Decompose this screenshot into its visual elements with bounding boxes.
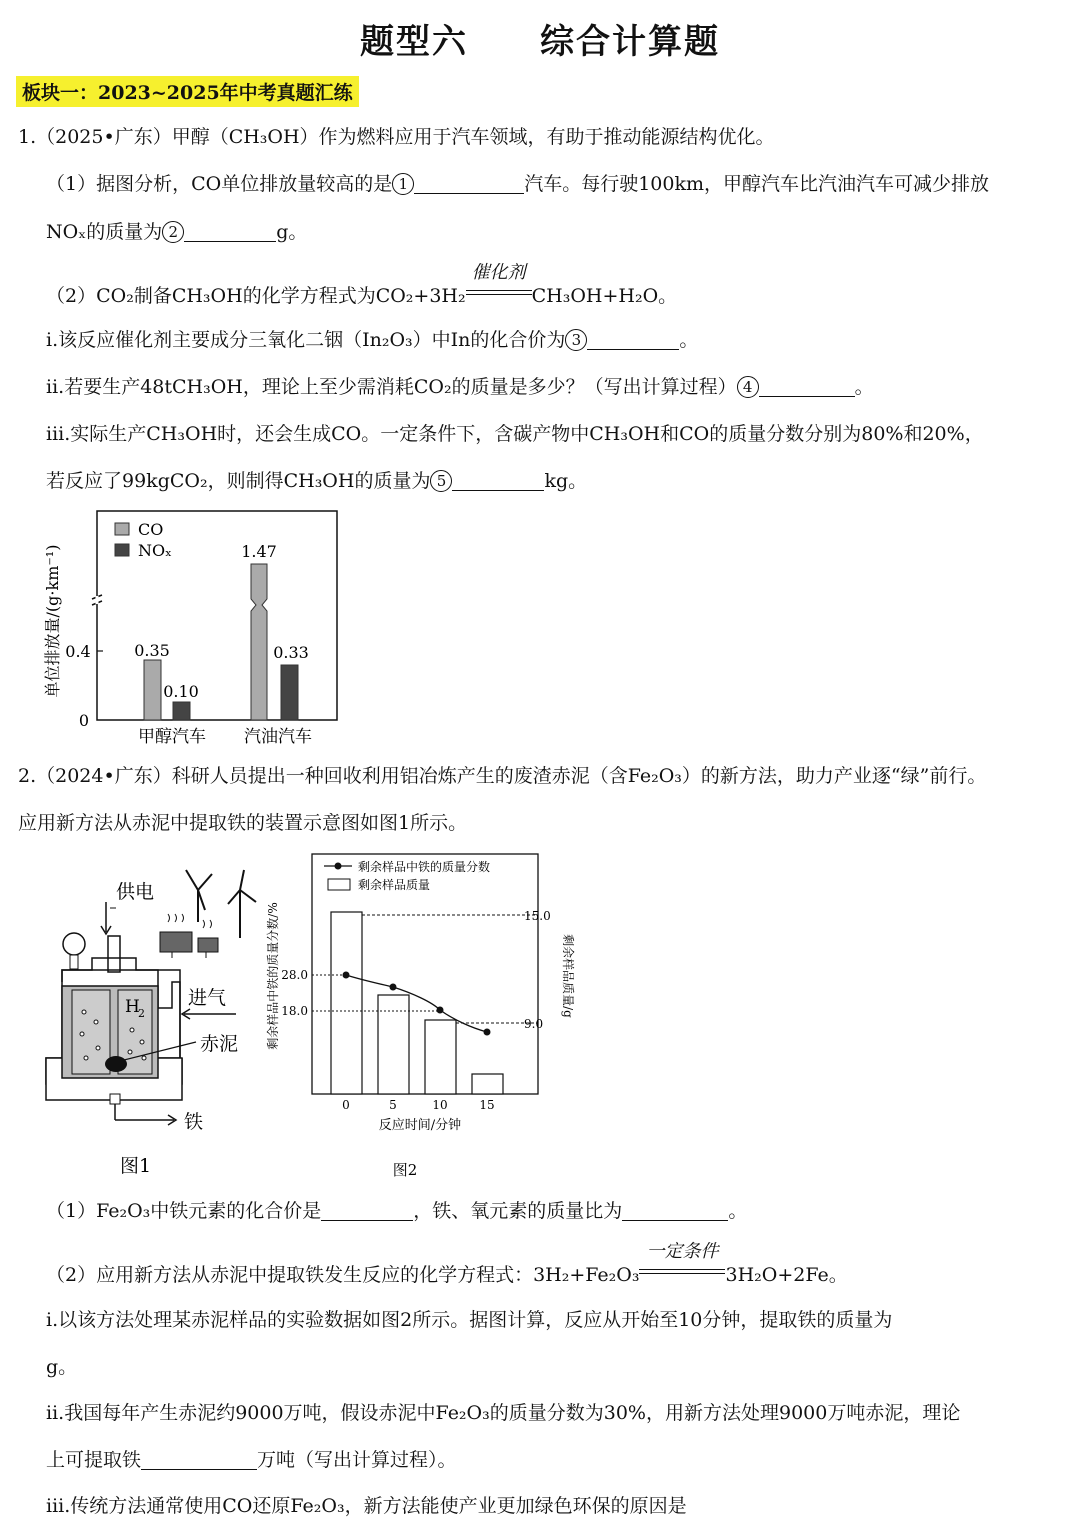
bar-t10 xyxy=(425,1020,456,1094)
q2-part1 xyxy=(46,1198,747,1224)
q1-sub-i-end: 。 xyxy=(679,329,699,351)
q1-part2-text-b: CH₃OH+H₂O。 xyxy=(531,285,678,307)
q1-sub-iii-line2 xyxy=(46,468,587,494)
legend-swatch-sample-mass xyxy=(328,879,350,890)
q1-sub-i-text: ⅰ.该反应催化剂主要成分三氧化二铟（In₂O₃）中In的化合价为 xyxy=(46,329,566,351)
x-tick-15: 15 xyxy=(479,1098,495,1112)
reaction-condition-2 xyxy=(639,1241,725,1283)
answer-blank-1[interactable] xyxy=(414,173,524,194)
iron-label: 铁 xyxy=(184,1111,204,1133)
q2-part1-text-a: （1）Fe₂O₃中铁元素的化合价是 xyxy=(46,1200,322,1222)
q1-sub-iii-end: kg。 xyxy=(544,470,588,492)
q2-sub-ii-text-b: 万吨（写出计算过程）。 xyxy=(257,1449,457,1471)
page-title: 题型六 综合计算题 xyxy=(360,22,720,62)
legend-label-iron-fraction: 剩余样品中铁的质量分数 xyxy=(358,860,491,874)
q1-part2-text-a: （2）CO₂制备CH₃OH的化学方程式为CO₂+3H₂ xyxy=(46,285,466,307)
x-tick-0: 0 xyxy=(342,1098,350,1112)
chart2-ylabel-left: 剩余样品中铁的质量分数/% xyxy=(266,902,280,1050)
iron-fraction-line xyxy=(346,975,487,1032)
q2-answer-blank-valence[interactable] xyxy=(321,1200,413,1221)
data-label-gasoline-nox: 0.33 xyxy=(273,643,309,662)
bar-methanol-co xyxy=(144,660,161,720)
q1-part1-line2 xyxy=(46,219,307,245)
q1-sub-i xyxy=(46,327,698,353)
answer-blank-3[interactable] xyxy=(587,329,679,350)
q2-sub-i-line1: ⅰ.以该方法处理某赤泥样品的实验数据如图2所示。据图计算，反应从开始至10分钟，提取铁的质量为 xyxy=(46,1309,893,1331)
category-methanol-car: 甲醇汽车 xyxy=(138,727,206,747)
bar-gasoline-co xyxy=(251,564,267,720)
q2-answer-blank-mass-ratio[interactable] xyxy=(622,1200,728,1221)
solar-panel-icon xyxy=(160,914,218,958)
q1-part1-line1 xyxy=(46,171,989,197)
bar-methanol-nox xyxy=(173,702,190,720)
q2-sub-ii-line1: ⅱ.我国每年产生赤泥约9000万吨，假设赤泥中Fe₂O₃的质量分数为30%，用新方法处理9000万吨赤泥，理论 xyxy=(46,1402,961,1424)
answer-marker-4: 4 xyxy=(737,376,759,398)
electrode xyxy=(108,936,120,972)
q1-sub-iii-line1: ⅲ.实际生产CH₃OH时，还会生成CO。一定条件下，含碳产物中CH₃OH和CO的质量分数分别为80%和20%， xyxy=(46,423,984,445)
emission-bar-chart xyxy=(40,505,350,750)
answer-blank-2[interactable] xyxy=(184,221,276,242)
answer-blank-5[interactable] xyxy=(452,470,544,491)
q1-sub-ii xyxy=(46,374,874,400)
bar-t0 xyxy=(331,912,362,1094)
bar-t5 xyxy=(378,995,409,1094)
chart2-xlabel: 反应时间/分钟 xyxy=(378,1118,462,1133)
q1-sub-iii-text: 若反应了99kgCO₂，则制得CH₃OH的质量为 xyxy=(46,470,431,492)
q1-part2-equation xyxy=(46,262,678,309)
legend-marker-iron-fraction xyxy=(335,863,342,870)
legend-swatch-nox xyxy=(115,544,129,556)
section-heading: 板块一：2023~2025年中考真题汇练 xyxy=(16,76,359,107)
chart2-ylabel-right: 剩余样品质量/g xyxy=(561,934,575,1018)
answer-marker-3: 3 xyxy=(565,329,587,351)
answer-blank-4[interactable] xyxy=(759,376,855,397)
q1-part1-text-a: （1）据图分析，CO单位排放量较高的是 xyxy=(46,173,393,195)
q2-part1-text-b: ，铁、氧元素的质量比为 xyxy=(413,1200,623,1222)
figure1-caption: 图1 xyxy=(120,1155,152,1177)
h2-label: H xyxy=(125,997,140,1017)
q1-part1-text-d: g。 xyxy=(276,221,308,243)
chart1-frame xyxy=(97,511,337,720)
condition-label: 一定条件 xyxy=(646,1241,719,1262)
wind-turbine-icon xyxy=(186,870,256,938)
left-tick-18: 18.0 xyxy=(281,1004,308,1018)
q1-part1-text-c: NOₓ的质量为 xyxy=(46,221,163,243)
x-tick-5: 5 xyxy=(389,1098,397,1112)
power-supply-label: 供电 xyxy=(116,881,155,903)
q2-part1-text-c: 。 xyxy=(728,1200,748,1222)
q2-part2-equation xyxy=(46,1241,848,1288)
bar-t15 xyxy=(472,1074,503,1094)
x-tick-10: 10 xyxy=(432,1098,448,1112)
q2-answer-blank-iron-mass[interactable] xyxy=(141,1449,257,1470)
gas-inlet-label: 进气 xyxy=(188,987,227,1009)
data-label-gasoline-co: 1.47 xyxy=(241,542,277,561)
h2-subscript: 2 xyxy=(138,1007,145,1020)
iron-extraction-chart xyxy=(262,848,582,1184)
bar-gasoline-nox xyxy=(281,665,298,720)
q2-sub-i-line2: g。 xyxy=(46,1356,78,1378)
q2-part2-text-a: （2）应用新方法从赤泥中提取铁发生反应的化学方程式：3H₂+Fe₂O₃ xyxy=(46,1264,640,1286)
pressure-gauge-icon xyxy=(63,933,85,955)
left-tick-28: 28.0 xyxy=(281,968,308,982)
catalyst-label: 催化剂 xyxy=(471,262,526,283)
q2-sub-ii-text-a: 上可提取铁 xyxy=(46,1449,142,1471)
reaction-condition xyxy=(466,262,532,304)
data-label-methanol-co: 0.35 xyxy=(134,641,170,660)
legend-label-sample-mass: 剩余样品质量 xyxy=(358,878,431,892)
q2-part2-text-b: 3H₂O+2Fe。 xyxy=(725,1264,848,1286)
q2-sub-ii-line2 xyxy=(46,1447,457,1473)
answer-marker-5: 5 xyxy=(430,470,452,492)
legend-swatch-co xyxy=(115,523,129,535)
q1-sub-ii-text: ⅱ.若要生产48tCH₃OH，理论上至少需消耗CO₂的质量是多少？（写出计算过程） xyxy=(46,376,737,398)
point-t0 xyxy=(343,972,350,979)
apparatus-diagram xyxy=(40,862,260,1182)
answer-marker-1: 1 xyxy=(392,173,414,195)
chart1-ytick-0: 0 xyxy=(78,711,90,730)
legend-label-nox: NOₓ xyxy=(138,541,172,560)
point-t10 xyxy=(437,1007,444,1014)
point-t5 xyxy=(390,984,397,991)
point-t15 xyxy=(484,1029,491,1036)
red-mud-sample xyxy=(105,1056,127,1072)
q2-stem-line2: 应用新方法从赤泥中提取铁的装置示意图如图1所示。 xyxy=(18,812,468,834)
q1-stem: 1.（2025•广东）甲醇（CH₃OH）作为燃料应用于汽车领域，有助于推动能源结构优化。 xyxy=(18,126,775,148)
chart1-ytick-0.4: 0.4 xyxy=(65,642,91,661)
right-tick-15: 15.0 xyxy=(524,909,551,923)
q2-sub-iii: ⅲ.传统方法通常使用CO还原Fe₂O₃，新方法能使产业更加绿色环保的原因是 xyxy=(46,1495,687,1517)
data-label-methanol-nox: 0.10 xyxy=(163,682,199,701)
q2-stem-line1: 2.（2024•广东）科研人员提出一种回收利用铝冶炼产生的废渣赤泥（含Fe₂O₃）的新方法，助力产业逐“绿”前行。 xyxy=(18,765,987,787)
chart1-ylabel: 单位排放量/(g·km⁻¹) xyxy=(43,544,62,698)
q1-part1-text-b: 汽车。每行驶100km，甲醇汽车比汽油汽车可减少排放 xyxy=(524,173,990,195)
figure2-caption: 图2 xyxy=(392,1161,418,1179)
legend-label-co: CO xyxy=(138,520,164,539)
answer-marker-2: 2 xyxy=(162,221,184,243)
category-gasoline-car: 汽油汽车 xyxy=(244,727,312,747)
q1-sub-ii-end: 。 xyxy=(854,376,874,398)
red-mud-label: 赤泥 xyxy=(200,1033,239,1055)
right-tick-9: 9.0 xyxy=(524,1017,544,1031)
